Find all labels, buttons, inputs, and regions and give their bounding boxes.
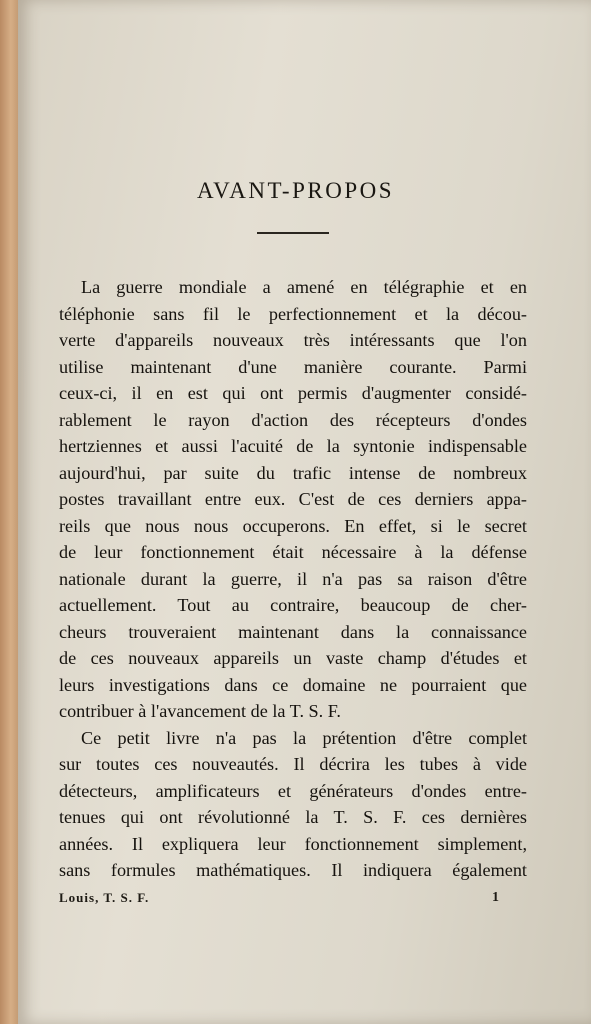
text-line: tenues qui ont révolutionné la T. S. F. ces dernières bbox=[59, 807, 527, 827]
text-line: Ce petit livre n'a pas la prétention d'être complet bbox=[81, 727, 527, 748]
text-line: nationale durant la guerre, il n'a pas sa raison d'être bbox=[59, 568, 527, 589]
text-line: sur toutes ces nouveautés. Il décrira les tubes à vide bbox=[59, 754, 527, 774]
text-line: de leur fonctionnement était nécessaire à la défense bbox=[59, 542, 527, 562]
text-line: cheurs trouveraient maintenant dans la connaissance bbox=[59, 621, 527, 642]
page-title: AVANT-PROPOS bbox=[196, 178, 395, 203]
body-text bbox=[59, 274, 527, 884]
text-line: utilise maintenant d'une manière courante. Parmi bbox=[59, 356, 527, 377]
text-line: verte d'appareils nouveaux très intéressants que l'on bbox=[59, 330, 527, 350]
text-line: reils que nous nous occuperons. En effet, si le secret bbox=[59, 515, 527, 536]
text-line: années. Il expliquera leur fonctionnement simplement, bbox=[59, 833, 527, 854]
text-line: rablement le rayon d'action des récepteurs d'ondes bbox=[59, 409, 527, 430]
footer-signature: Louis, T. S. F. bbox=[59, 890, 150, 905]
text-line: sans formules mathématiques. Il indiquera également bbox=[59, 860, 527, 880]
book-spine-edge bbox=[0, 0, 18, 1024]
text-line: ceux-ci, il en est qui ont permis d'augmenter considé- bbox=[59, 383, 527, 403]
text-line: leurs investigations dans ce domaine ne pourraient que bbox=[59, 674, 527, 695]
page-number: 1 bbox=[492, 890, 499, 905]
text-line: La guerre mondiale a amené en télégraphie et en bbox=[81, 277, 527, 297]
text-line: détecteurs, amplificateurs et générateurs d'ondes entre- bbox=[59, 780, 527, 801]
title-rule bbox=[257, 232, 329, 234]
text-line: postes travaillant entre eux. C'est de ces derniers appa- bbox=[59, 489, 527, 509]
text-line: hertziennes et aussi l'acuité de la syntonie indispensable bbox=[59, 436, 527, 456]
text-line: aujourd'hui, par suite du trafic intense de nombreux bbox=[59, 462, 527, 483]
text-line: de ces nouveaux appareils un vaste champ d'études et bbox=[59, 648, 527, 668]
text-line: téléphonie sans fil le perfectionnement et la décou- bbox=[59, 303, 527, 324]
text-line: actuellement. Tout au contraire, beaucoup de cher- bbox=[59, 595, 527, 615]
text-line: contribuer à l'avancement de la T. S. F. bbox=[59, 701, 341, 721]
